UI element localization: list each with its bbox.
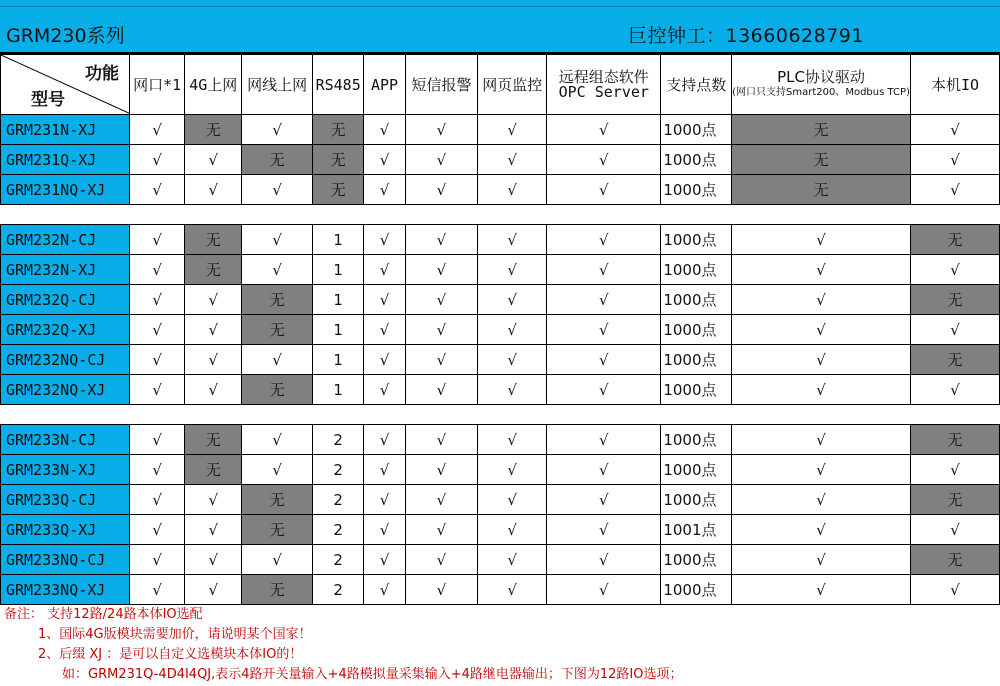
table-cell: √ <box>185 145 242 175</box>
table-cell: 1000点 <box>661 115 732 145</box>
col-header-io: 本机IO <box>910 55 999 115</box>
table-cell: 无 <box>732 115 911 145</box>
spec-table <box>0 54 1000 605</box>
table-cell: 无 <box>910 345 999 375</box>
table-cell: √ <box>364 315 405 345</box>
col-header-opc <box>547 55 661 115</box>
table-cell: √ <box>405 575 478 605</box>
table-cell: √ <box>547 315 661 345</box>
corner-label-function: 功能 <box>85 64 120 84</box>
col-header-rs485: RS485 <box>313 55 364 115</box>
col-header-opc-line1: 远程组态软件 <box>558 67 649 86</box>
table-cell: √ <box>478 485 547 515</box>
table-cell: √ <box>478 225 547 255</box>
table-cell: 无 <box>185 115 242 145</box>
table-cell: √ <box>910 315 999 345</box>
table-cell: 无 <box>732 175 911 205</box>
table-cell: 2 <box>313 575 364 605</box>
table-cell: √ <box>405 485 478 515</box>
table-cell: 无 <box>185 255 242 285</box>
table-cell: 2 <box>313 425 364 455</box>
table-cell: √ <box>405 255 478 285</box>
model-cell: GRM231N-XJ <box>1 115 130 145</box>
table-cell: 无 <box>242 145 313 175</box>
table-cell: √ <box>547 115 661 145</box>
table-cell: √ <box>478 545 547 575</box>
col-header-plc-line1: PLC协议驱动 <box>777 67 865 86</box>
col-header-opc-line2: OPC Server <box>558 82 649 101</box>
model-cell: GRM232NQ-XJ <box>1 375 130 405</box>
table-cell: √ <box>242 545 313 575</box>
table-row <box>1 545 1000 575</box>
model-cell: GRM233NQ-XJ <box>1 575 130 605</box>
table-row <box>1 285 1000 315</box>
corner-label-model: 型号 <box>31 90 65 110</box>
table-cell: √ <box>478 175 547 205</box>
series-title: GRM230系列 <box>6 25 125 47</box>
table-cell: 1000点 <box>661 345 732 375</box>
table-cell: √ <box>732 255 911 285</box>
table-cell: √ <box>910 575 999 605</box>
table-cell: √ <box>478 455 547 485</box>
table-cell: √ <box>547 225 661 255</box>
col-header-points: 支持点数 <box>661 55 732 115</box>
model-cell: GRM231Q-XJ <box>1 145 130 175</box>
table-cell: √ <box>910 375 999 405</box>
model-cell: GRM231NQ-XJ <box>1 175 130 205</box>
table-cell: √ <box>130 115 185 145</box>
table-cell: √ <box>364 545 405 575</box>
table-cell: 无 <box>242 485 313 515</box>
table-cell: √ <box>547 375 661 405</box>
table-cell: √ <box>732 575 911 605</box>
table-cell: √ <box>364 345 405 375</box>
table-cell: √ <box>185 545 242 575</box>
table-row <box>1 225 1000 255</box>
table-cell: 1000点 <box>661 425 732 455</box>
table-row <box>1 455 1000 485</box>
table-cell: √ <box>364 225 405 255</box>
table-cell: 1000点 <box>661 285 732 315</box>
table-cell: √ <box>364 375 405 405</box>
table-cell: 无 <box>910 485 999 515</box>
corner-cell <box>1 55 130 115</box>
table-cell: √ <box>547 145 661 175</box>
table-row <box>1 175 1000 205</box>
note-example: 如：GRM231Q-4D4I4QJ,表示4路开关量输入+4路模拟量采集输入+4路继电器输出；下图为12路IO选项； <box>62 667 683 682</box>
table-cell: 无 <box>185 225 242 255</box>
table-cell: √ <box>478 515 547 545</box>
table-cell: √ <box>405 175 478 205</box>
table-cell: 无 <box>242 315 313 345</box>
table-cell: √ <box>405 375 478 405</box>
table-cell: √ <box>547 255 661 285</box>
table-cell: √ <box>242 175 313 205</box>
note-2: 2、后缀 XJ ：是可以自定义选模块本体IO的！ <box>38 647 303 662</box>
table-cell: √ <box>732 285 911 315</box>
table-cell: 无 <box>910 225 999 255</box>
col-header-sms: 短信报警 <box>405 55 478 115</box>
table-cell: √ <box>130 375 185 405</box>
table-cell: 1000点 <box>661 145 732 175</box>
table-cell: √ <box>364 455 405 485</box>
table-cell: 1000点 <box>661 225 732 255</box>
table-cell: √ <box>478 285 547 315</box>
table-cell: √ <box>242 115 313 145</box>
table-cell: √ <box>547 175 661 205</box>
table-cell: √ <box>910 145 999 175</box>
table-cell: 1000点 <box>661 455 732 485</box>
table-cell: √ <box>405 425 478 455</box>
table-cell: 2 <box>313 515 364 545</box>
table-cell: √ <box>130 425 185 455</box>
table-cell: 1 <box>313 345 364 375</box>
table-cell: √ <box>405 515 478 545</box>
table-cell: √ <box>364 145 405 175</box>
table-cell: √ <box>732 375 911 405</box>
table-cell: √ <box>130 255 185 285</box>
table-cell: 1000点 <box>661 375 732 405</box>
table-cell: √ <box>130 285 185 315</box>
table-cell: 无 <box>185 455 242 485</box>
contact-info: 巨控钟工：13660628791 <box>628 25 864 47</box>
table-cell: √ <box>478 315 547 345</box>
table-cell: 1000点 <box>661 315 732 345</box>
col-header-ethernet: 网口*1 <box>130 55 185 115</box>
table-cell: √ <box>478 115 547 145</box>
table-cell: 1000点 <box>661 545 732 575</box>
table-row <box>1 115 1000 145</box>
table-cell: √ <box>185 315 242 345</box>
table-row <box>1 145 1000 175</box>
table-cell: √ <box>130 175 185 205</box>
col-header-plc-line2: (网口只支持Smart200、Modbus TCP) <box>732 86 910 98</box>
table-row <box>1 375 1000 405</box>
table-cell: 1 <box>313 375 364 405</box>
table-cell: 无 <box>313 145 364 175</box>
table-cell: √ <box>547 575 661 605</box>
table-cell: √ <box>130 455 185 485</box>
table-cell: √ <box>130 545 185 575</box>
table-cell: √ <box>185 485 242 515</box>
table-cell: √ <box>364 175 405 205</box>
model-cell: GRM232Q-CJ <box>1 285 130 315</box>
table-cell: √ <box>242 225 313 255</box>
table-cell: √ <box>547 485 661 515</box>
table-cell: √ <box>732 345 911 375</box>
notes <box>0 605 1000 685</box>
table-cell: √ <box>405 225 478 255</box>
table-cell: √ <box>405 455 478 485</box>
model-cell: GRM233NQ-CJ <box>1 545 130 575</box>
table-cell: √ <box>478 145 547 175</box>
table-cell: √ <box>910 255 999 285</box>
table-cell: √ <box>364 485 405 515</box>
col-header-app: APP <box>364 55 405 115</box>
title-bar <box>0 6 1000 54</box>
separator-cell <box>1 205 1000 225</box>
model-cell: GRM233N-XJ <box>1 455 130 485</box>
table-cell: √ <box>405 345 478 375</box>
table-cell: √ <box>242 425 313 455</box>
table-cell: √ <box>547 545 661 575</box>
table-cell: √ <box>732 545 911 575</box>
table-cell: √ <box>242 345 313 375</box>
table-cell: √ <box>364 515 405 545</box>
table-cell: 无 <box>185 425 242 455</box>
table-cell: √ <box>910 115 999 145</box>
group-separator <box>1 405 1000 425</box>
col-header-plc <box>732 55 911 115</box>
table-cell: 无 <box>313 115 364 145</box>
table-cell: 1001点 <box>661 515 732 545</box>
header-row <box>1 55 1000 115</box>
model-cell: GRM233N-CJ <box>1 425 130 455</box>
table-cell: √ <box>130 225 185 255</box>
table-cell: √ <box>405 145 478 175</box>
table-row <box>1 255 1000 285</box>
table-cell: √ <box>547 455 661 485</box>
separator-cell <box>1 405 1000 425</box>
table-cell: √ <box>130 485 185 515</box>
table-cell: √ <box>910 175 999 205</box>
table-cell: √ <box>242 455 313 485</box>
table-cell: √ <box>478 575 547 605</box>
table-cell: √ <box>910 455 999 485</box>
table-row <box>1 575 1000 605</box>
note-1: 1、国际4G版模块需要加价，请说明某个国家！ <box>38 627 312 642</box>
table-cell: 无 <box>732 145 911 175</box>
table-cell: 无 <box>910 425 999 455</box>
table-cell: 1 <box>313 285 364 315</box>
table-cell: 1000点 <box>661 175 732 205</box>
col-header-web: 网页监控 <box>478 55 547 115</box>
table-cell: √ <box>364 575 405 605</box>
table-cell: 1000点 <box>661 485 732 515</box>
table-cell: √ <box>185 175 242 205</box>
table-cell: 无 <box>910 285 999 315</box>
table-cell: √ <box>547 515 661 545</box>
table-cell: √ <box>478 345 547 375</box>
table-row <box>1 315 1000 345</box>
table-cell: √ <box>732 225 911 255</box>
model-cell: GRM232N-XJ <box>1 255 130 285</box>
table-cell: √ <box>405 285 478 315</box>
table-cell: √ <box>405 315 478 345</box>
table-cell: √ <box>185 285 242 315</box>
table-cell: 2 <box>313 545 364 575</box>
table-cell: 1 <box>313 315 364 345</box>
table-cell: √ <box>732 515 911 545</box>
table-row <box>1 425 1000 455</box>
table-cell: √ <box>910 515 999 545</box>
table-cell: 1 <box>313 255 364 285</box>
table-cell: 无 <box>910 545 999 575</box>
table-cell: 1 <box>313 225 364 255</box>
table-cell: 无 <box>313 175 364 205</box>
table-cell: √ <box>185 515 242 545</box>
table-cell: 无 <box>242 515 313 545</box>
table-cell: 2 <box>313 455 364 485</box>
table-cell: √ <box>547 285 661 315</box>
table-cell: √ <box>185 375 242 405</box>
table-cell: √ <box>405 115 478 145</box>
table-cell: √ <box>185 575 242 605</box>
table-cell: √ <box>732 315 911 345</box>
model-cell: GRM232Q-XJ <box>1 315 130 345</box>
model-cell: GRM232N-CJ <box>1 225 130 255</box>
table-cell: √ <box>242 255 313 285</box>
col-header-wired: 网线上网 <box>242 55 313 115</box>
table-cell: 无 <box>242 375 313 405</box>
table-cell: √ <box>364 255 405 285</box>
table-cell: 1000点 <box>661 255 732 285</box>
table-cell: √ <box>405 545 478 575</box>
table-cell: √ <box>732 425 911 455</box>
table-row <box>1 345 1000 375</box>
note-remark: 备注： 支持12路/24路本体IO选配 <box>4 607 203 622</box>
table-cell: √ <box>364 115 405 145</box>
table-cell: 2 <box>313 485 364 515</box>
model-cell: GRM233Q-CJ <box>1 485 130 515</box>
table-cell: √ <box>364 425 405 455</box>
table-cell: 无 <box>242 285 313 315</box>
table-cell: √ <box>732 455 911 485</box>
table-row <box>1 515 1000 545</box>
col-header-4g: 4G上网 <box>185 55 242 115</box>
table-cell: √ <box>130 575 185 605</box>
group-separator <box>1 205 1000 225</box>
model-cell: GRM232NQ-CJ <box>1 345 130 375</box>
table-cell: √ <box>478 425 547 455</box>
table-cell: √ <box>547 425 661 455</box>
table-cell: √ <box>547 345 661 375</box>
table-cell: √ <box>130 515 185 545</box>
table-cell: √ <box>478 255 547 285</box>
table-cell: √ <box>130 345 185 375</box>
table-row <box>1 485 1000 515</box>
table-cell: √ <box>732 485 911 515</box>
table-cell: √ <box>185 345 242 375</box>
table-cell: √ <box>364 285 405 315</box>
table-cell: √ <box>130 315 185 345</box>
model-cell: GRM233Q-XJ <box>1 515 130 545</box>
table-cell: √ <box>478 375 547 405</box>
table-cell: 无 <box>242 575 313 605</box>
table-cell: 1000点 <box>661 575 732 605</box>
table-cell: √ <box>130 145 185 175</box>
